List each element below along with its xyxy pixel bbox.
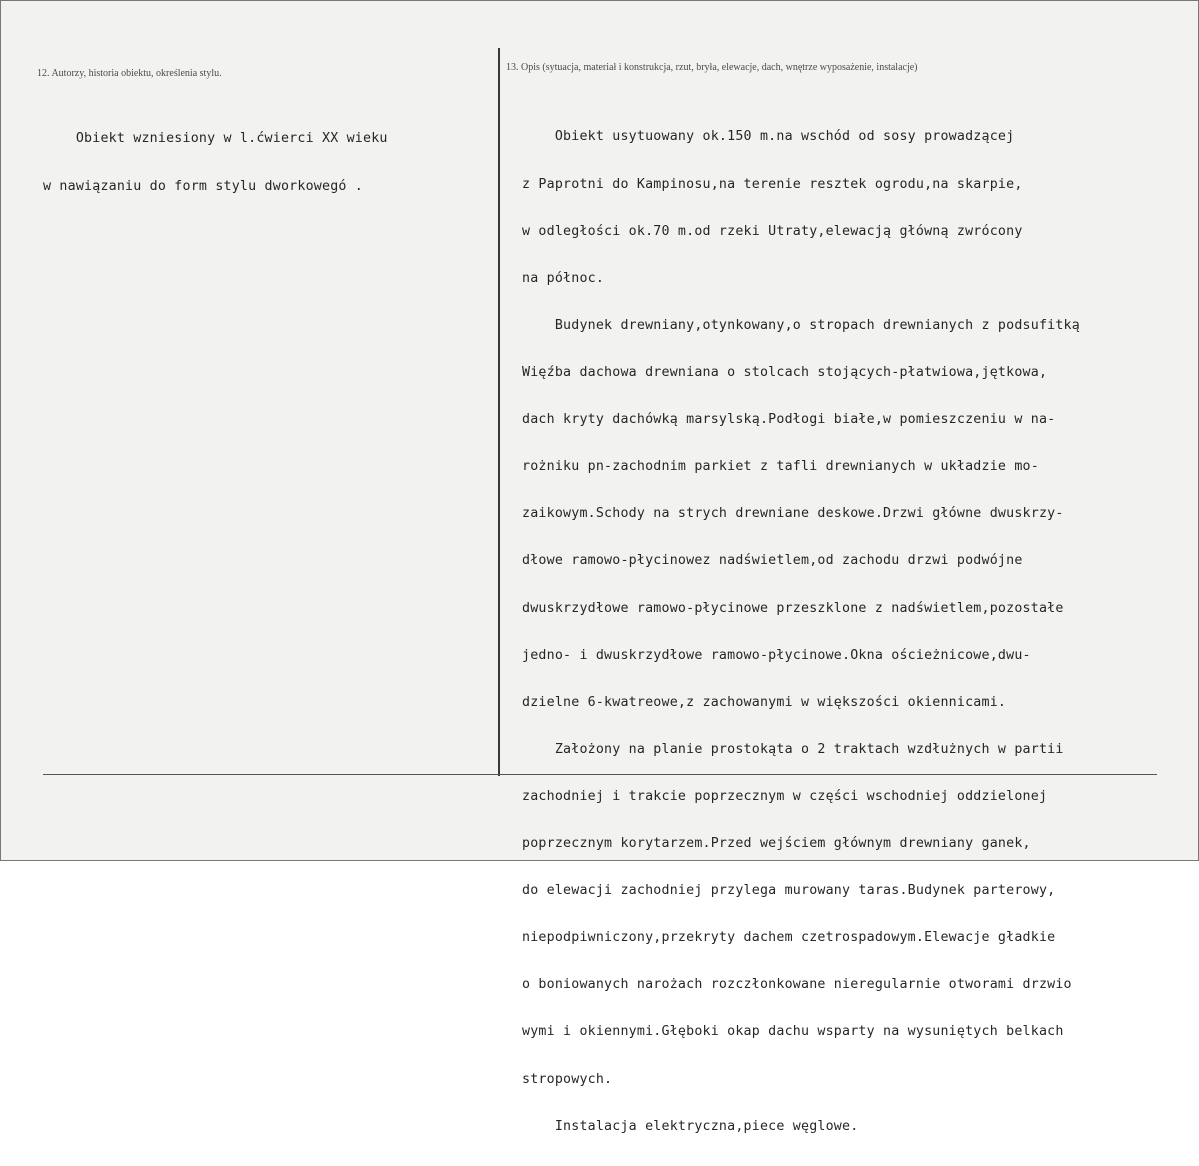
text-line: zachodniej i trakcie poprzecznym w części wschodniej oddzielonej — [522, 788, 1048, 804]
text-line: poprzecznym korytarzem.Przed wejściem głównym drewniany ganek, — [522, 836, 1031, 852]
text-line: dzielne 6-kwatreowe,z zachowanymi w większości okiennicami. — [522, 694, 1007, 710]
text-line: jedno- i dwuskrzydłowe ramowo-płycinowe.Okna ościeżnicowe,dwu- — [522, 647, 1031, 663]
section-12-text — [43, 100, 388, 226]
section-13-text — [522, 98, 1080, 1166]
text-line: dach kryty dachówką marsylską.Podłogi białe,w pomieszczeniu w na- — [522, 412, 1056, 428]
text-line: zaikowym.Schody na strych drewniane deskowe.Drzwi główne dwuskrzy- — [522, 506, 1064, 522]
text-line: w odległości ok.70 m.od rzeki Utraty,elewacją główną zwrócony — [522, 223, 1023, 239]
section-13-label: 13. Opis (sytuacja, materiał i konstrukcja, rzut, bryła, elewacje, dach, wnętrze wyposażenie, instalacje) — [506, 62, 918, 73]
text-line: do elewacji zachodniej przylega murowany taras.Budynek parterowy, — [522, 883, 1056, 899]
text-line: Instalacja elektryczna,piece węglowe. — [522, 1118, 859, 1134]
text-line: na północ. — [522, 270, 605, 286]
text-line: rożniku pn-zachodnim parkiet z tafli drewnianych w układzie mo- — [522, 459, 1039, 475]
section-12-label: 12. Autorzy, historia obiektu, określenia stylu. — [37, 68, 222, 79]
text-line: Założony na planie prostokąta o 2 traktach wzdłużnych w partii — [522, 741, 1064, 757]
text-line: o boniowanych narożach rozczłonkowane nieregularnie otworami drzwio — [522, 977, 1072, 993]
text-line: Więźba dachowa drewniana o stolcach stojących-płatwiowa,jętkowa, — [522, 364, 1048, 380]
text-line: dwuskrzydłowe ramowo-płycinowe przeszklone z nadświetlem,pozostałe — [522, 600, 1064, 616]
text-line: dłowe ramowo-płycinowez nadświetlem,od zachodu drzwi podwójne — [522, 553, 1023, 569]
text-line: Obiekt usytuowany ok.150 m.na wschód od sosy prowadzącej — [522, 129, 1015, 145]
text-line: Budynek drewniany,otynkowany,o stropach drewnianych z podsufitką — [522, 317, 1080, 333]
column-divider — [498, 48, 500, 776]
text-line: stropowych. — [522, 1071, 613, 1087]
text-line: w nawiązaniu do form stylu dworkowegó . — [43, 178, 364, 194]
text-line: Obiekt wzniesiony w l.ćwierci XX wieku — [43, 131, 388, 147]
text-line: niepodpiwniczony,przekryty dachem czetrospadowym.Elewacje gładkie — [522, 930, 1056, 946]
text-line: wymi i okiennymi.Głęboki okap dachu wsparty na wysuniętych belkach — [522, 1024, 1064, 1040]
text-line: z Paprotni do Kampinosu,na terenie resztek ogrodu,na skarpie, — [522, 176, 1023, 192]
